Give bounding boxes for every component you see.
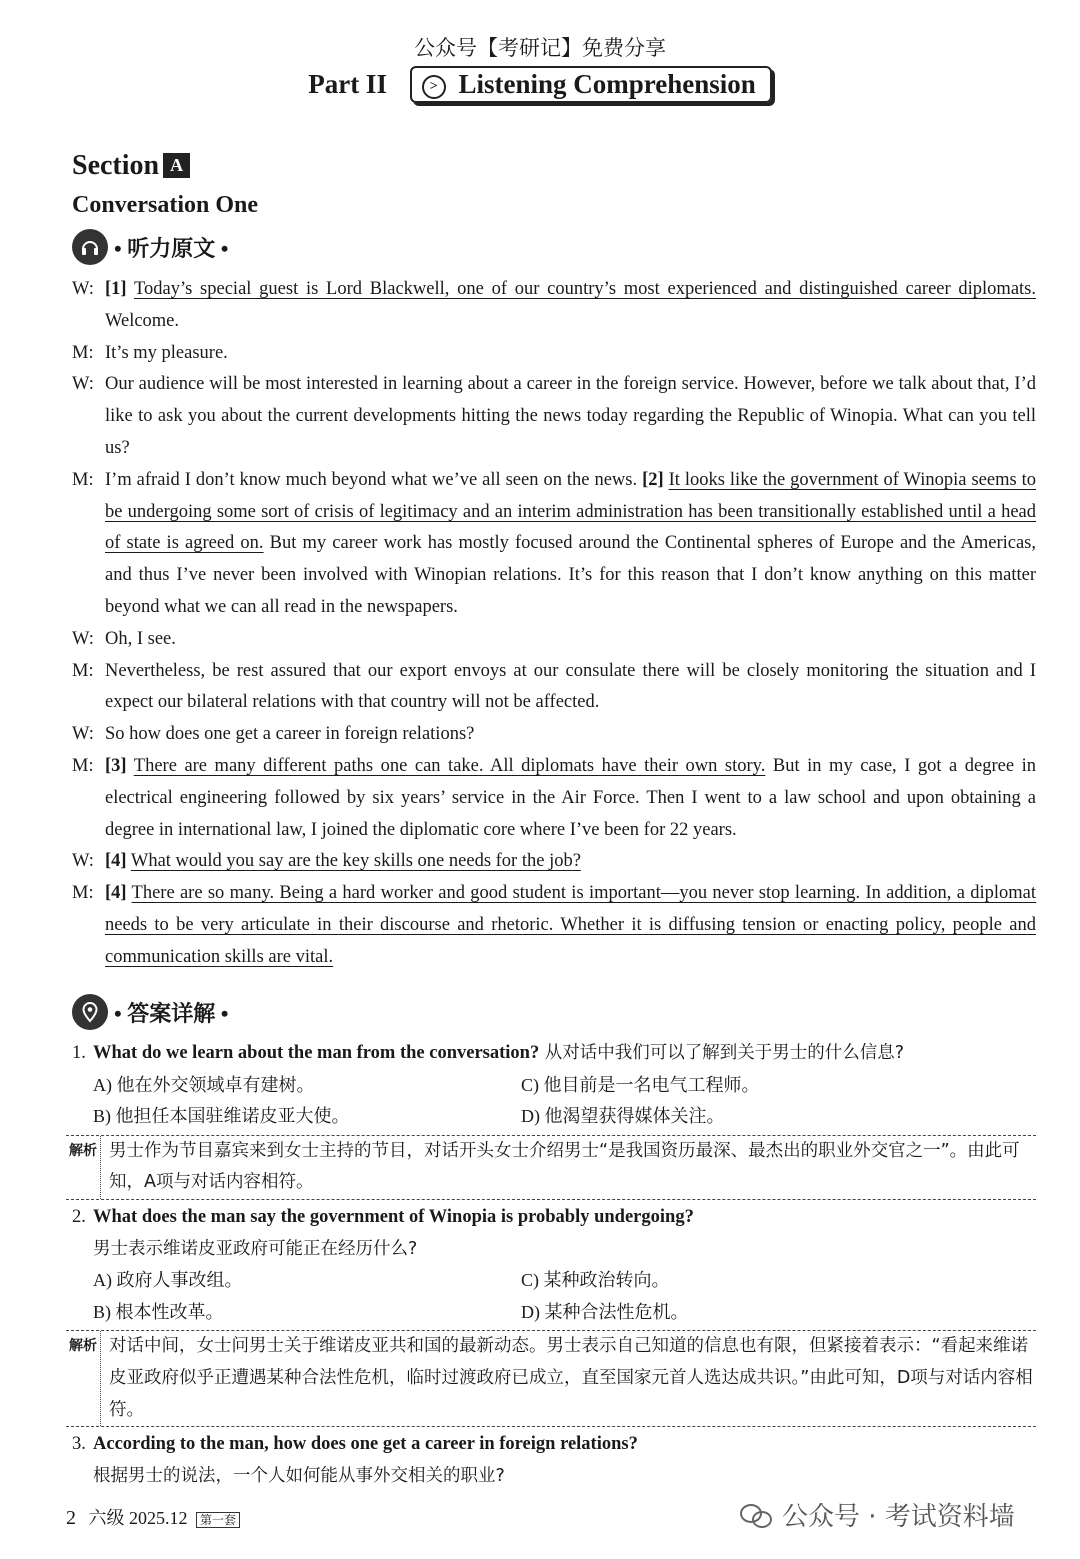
answers-heading-text: • 答案详解 • bbox=[114, 1000, 229, 1026]
utterance-text bbox=[105, 369, 1036, 464]
speaker-label: W: bbox=[72, 628, 94, 649]
conversation-title: Conversation One bbox=[72, 192, 258, 218]
question-marker: [2] bbox=[642, 469, 664, 490]
question-number: 2. bbox=[72, 1206, 86, 1227]
utterance-text bbox=[105, 338, 1036, 370]
text-segment bbox=[127, 279, 134, 299]
analysis-1 bbox=[66, 1135, 1036, 1200]
speaker-label: M: bbox=[72, 755, 94, 776]
text-segment: But in my case, I got a degree in electrical engineering followed by six years’ service in the Air Force. Then I went to a law school and upon obtaining a degree in international law, I joined the diplomatic core where I’ve been for 22 years. bbox=[105, 755, 1036, 840]
text-segment: But my career work has mostly focused around the Continental spheres of Europe and the Americas, and thus I’ve never been involved with Winopian relations. It’s for this reason that I don’t know anything on this matter beyond what we can all read in the newspapers. bbox=[105, 533, 1037, 617]
key-sentence: It looks like the government of Winopia seems to be undergoing some sort of crisis of legitimacy and an interim administration has been transitionally established until a head of state is agreed on. bbox=[105, 469, 1037, 554]
transcript-heading bbox=[72, 229, 228, 265]
utterance-text bbox=[105, 878, 1036, 973]
part-title bbox=[0, 66, 1080, 103]
part-title-box bbox=[410, 66, 772, 103]
transcript-line bbox=[72, 656, 1036, 720]
analysis-text: 对话中间，女士问男士关于维诺皮亚共和国的最新动态。男士表示自己知道的信息也有限，但紧接着表示：“看起来维诺皮亚政府似乎正遭遇某种合法性危机，临时过渡政府已成立，直至国家元首人选达成共识。”由此可知，D项与对话内容相符。 bbox=[109, 1336, 1033, 1420]
text-segment: Our audience will be most interested in learning about a career in the foreign service. However, before we talk about that, I’d like to ask you about the current developments hitting the news today regarding the Republic of Winopia. What can you tell us? bbox=[105, 374, 1036, 458]
part-label: Part II bbox=[308, 69, 387, 99]
chevron-right-icon: > bbox=[422, 75, 446, 99]
question-2 bbox=[72, 1202, 1036, 1234]
answers-heading bbox=[72, 994, 228, 1030]
footer bbox=[66, 1504, 240, 1530]
option-b: B) 根本性改革。 bbox=[93, 1301, 224, 1322]
speaker-label: W: bbox=[72, 279, 94, 299]
key-sentence: What would you say are the key skills one needs for the job? bbox=[130, 851, 581, 872]
option-c: C) 他目前是一名电气工程师。 bbox=[521, 1074, 760, 1095]
page-number: 2 bbox=[66, 1507, 76, 1529]
speaker-label: W: bbox=[72, 851, 94, 872]
section-label: Section bbox=[72, 150, 160, 181]
text-segment: Nevertheless, be rest assured that our export envoys at our consulate there will be closely monitoring the situation and I expect our bilateral relations with that country will not be affected. bbox=[105, 660, 1036, 713]
question-number: 3. bbox=[72, 1434, 86, 1455]
question-text: What do we learn about the man from the conversation? bbox=[93, 1043, 540, 1063]
option-a: A) 政府人事改组。 bbox=[93, 1270, 243, 1291]
section-badge: A bbox=[163, 153, 190, 178]
headphones-icon bbox=[72, 229, 108, 265]
key-sentence: Today’s special guest is Lord Blackwell, one of our country’s most experienced and distinguished career diplomats. bbox=[134, 279, 1036, 299]
question-3 bbox=[72, 1429, 1036, 1461]
question-text: What does the man say the government of Winopia is probably undergoing? bbox=[93, 1206, 694, 1227]
speaker-label: M: bbox=[72, 660, 94, 681]
transcript-line bbox=[72, 624, 1036, 656]
transcript-line bbox=[72, 465, 1036, 624]
utterance-text bbox=[105, 624, 1036, 656]
transcript-heading-text: • 听力原文 • bbox=[114, 235, 229, 261]
text-segment: Oh, I see. bbox=[105, 628, 176, 649]
question-translation: 从对话中我们可以了解到关于男士的什么信息? bbox=[539, 1043, 905, 1063]
footer-label: 六级 2025.12 bbox=[88, 1508, 188, 1528]
text-segment: Welcome. bbox=[105, 310, 180, 331]
transcript-line bbox=[72, 338, 1036, 370]
utterance-text bbox=[105, 719, 1036, 751]
speaker-label: M: bbox=[72, 469, 94, 490]
wechat-icon bbox=[740, 1502, 774, 1528]
option-a: A) 他在外交领域卓有建树。 bbox=[93, 1074, 315, 1095]
option-c: C) 某种政治转向。 bbox=[521, 1270, 670, 1291]
analysis-2 bbox=[66, 1330, 1036, 1427]
text-segment: I’m afraid I don’t know much beyond what we’ve all seen on the news. bbox=[105, 469, 643, 490]
utterance-text bbox=[105, 656, 1036, 720]
question-number: 1. bbox=[72, 1043, 86, 1063]
question-marker: [1] bbox=[105, 279, 127, 299]
section-title bbox=[72, 150, 190, 182]
text-segment: So how does one get a career in foreign relations? bbox=[105, 724, 475, 745]
transcript-line bbox=[72, 274, 1036, 338]
location-pin-icon bbox=[72, 994, 108, 1030]
watermark-text: 公众号 · 考试资料墙 bbox=[782, 1502, 1015, 1532]
top-note: 公众号【考研记】免费分享 bbox=[414, 36, 666, 60]
analysis-tag: 解析 bbox=[66, 1136, 101, 1199]
transcript-line bbox=[72, 846, 1036, 878]
option-b: B) 他担任本国驻维诺皮亚大使。 bbox=[93, 1106, 350, 1127]
key-sentence: There are so many. Being a hard worker and good student is important—you never stop learning. In addition, a diplomat needs to be very articulate in their discourse and rhetoric. Whether it is diffusing tension or enacting policy, people and communication skills are vital. bbox=[105, 883, 1036, 967]
speaker-label: W: bbox=[72, 724, 94, 745]
question-marker: [4] bbox=[105, 883, 127, 904]
answers bbox=[69, 1038, 1036, 1492]
transcript-line bbox=[72, 719, 1036, 751]
transcript bbox=[72, 274, 1036, 974]
analysis-tag: 解析 bbox=[66, 1331, 101, 1426]
question-1 bbox=[72, 1038, 1036, 1070]
transcript-line bbox=[72, 369, 1036, 464]
transcript-line bbox=[72, 878, 1036, 973]
utterance-text bbox=[105, 465, 1036, 624]
utterance-text bbox=[105, 751, 1036, 846]
text-segment bbox=[127, 756, 134, 776]
footer-tag: 第一套 bbox=[196, 1512, 240, 1528]
speaker-label: M: bbox=[72, 883, 94, 904]
options-1 bbox=[72, 1070, 1036, 1133]
key-sentence: There are many different paths one can take. All diplomats have their own story. bbox=[133, 755, 766, 776]
part-title-text: Listening Comprehension bbox=[458, 69, 756, 99]
option-d: D) 他渴望获得媒体关注。 bbox=[521, 1106, 725, 1127]
question-translation: 根据男士的说法，一个人如何能从事外交相关的职业? bbox=[93, 1465, 505, 1486]
question-text: According to the man, how does one get a career in foreign relations? bbox=[93, 1434, 638, 1455]
utterance-text bbox=[105, 274, 1036, 338]
question-marker: [3] bbox=[105, 755, 127, 776]
question-marker: [4] bbox=[105, 851, 127, 872]
question-translation: 男士表示维诺皮亚政府可能正在经历什么? bbox=[93, 1238, 418, 1259]
text-segment: It’s my pleasure. bbox=[105, 342, 228, 363]
utterance-text bbox=[105, 846, 1036, 878]
speaker-label: W: bbox=[72, 374, 94, 395]
analysis-text: 男士作为节目嘉宾来到女士主持的节目，对话开头女士介绍男士“是我国资历最深、最杰出的职业外交官之一”。由此可知，A项与对话内容相符。 bbox=[109, 1140, 1020, 1193]
transcript-line bbox=[72, 751, 1036, 846]
option-d: D) 某种合法性危机。 bbox=[521, 1301, 689, 1322]
speaker-label: M: bbox=[72, 342, 94, 363]
options-2 bbox=[72, 1265, 1036, 1328]
watermark bbox=[740, 1496, 1015, 1533]
